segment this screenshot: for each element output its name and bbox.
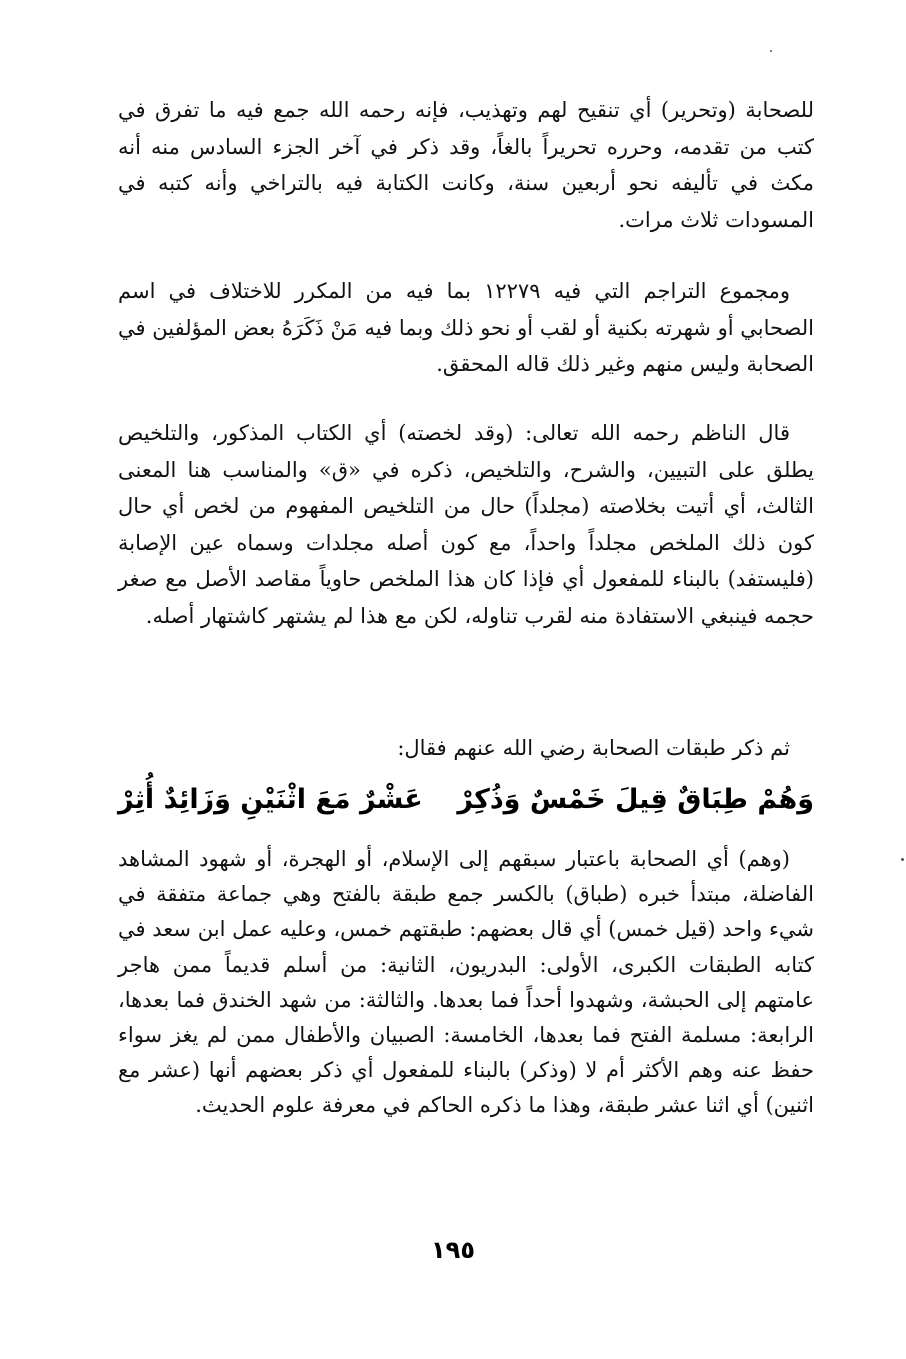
verse-second-hemistich: عَشْرٌ مَعَ اثْنَيْنِ وَزَائِدٌ أُثِرْ bbox=[118, 784, 423, 815]
paragraph-companion-generations bbox=[118, 842, 814, 1124]
paragraph-summary-explanation bbox=[118, 415, 814, 634]
verse-first-hemistich: وَهُمْ طِبَاقٌ قِيلَ خَمْسٌ وَذُكِرْ bbox=[457, 784, 814, 815]
paragraph-verse-intro bbox=[118, 730, 814, 767]
scan-speck bbox=[770, 50, 772, 52]
paragraph-biography-count bbox=[118, 273, 814, 383]
paragraph-isaba-description bbox=[118, 92, 814, 238]
page-number: ١٩٥ bbox=[431, 1236, 475, 1264]
poem-verse bbox=[118, 778, 814, 822]
paragraph-text: ثم ذكر طبقات الصحابة رضي الله عنهم فقال: bbox=[397, 736, 790, 760]
scan-speck bbox=[901, 858, 904, 861]
paragraph-text: للصحابة (وتحرير) أي تنقيح لهم وتهذيب، فإنه رحمه الله جمع فيه ما تفرق في كتب من تقدمه، وحرره تحريراً بالغاً، وقد ذكر في آخر الجزء السادس منه أنه مكث في تأليفه نحو أربعين سنة، وكانت الكتابة فيه بالتراخي وأنه كتبه في المسودات ثلاث مرات. bbox=[118, 98, 814, 232]
paragraph-text: ومجموع التراجم التي فيه ١٢٢٧٩ بما فيه من المكرر للاختلاف في اسم الصحابي أو شهرته بكنية أو لقب أو نحو ذلك وبما فيه مَنْ ذَكَرَهُ بعض المؤلفين في الصحابة وليس منهم وغير ذلك قاله المحقق. bbox=[118, 279, 815, 376]
paragraph-text: قال الناظم رحمه الله تعالى: (وقد لخصته) أي الكتاب المذكور، والتلخيص يطلق على التبيين، والشرح، والتلخيص، ذكره في «ق» والمناسب هنا المعنى الثالث، أي أتيت بخلاصته (مجلداً) حال من التلخيص المفهوم من لخص أي حال كون ذلك الملخص مجلداً واحداً، مع كون أصله مجلدات وسماه عين الإصابة (فليستفد) بالبناء للمفعول أي فإذا كان هذا الملخص حاوياً مقاصد الأصل مع صغر حجمه فينبغي الاستفادة منه لقرب تناوله، لكن مع هذا لم يشتهر كاشتهار أصله. bbox=[118, 421, 814, 628]
paragraph-text: (وهم) أي الصحابة باعتبار سبقهم إلى الإسلام، أو الهجرة، أو شهود المشاهد الفاضلة، مبتدأ خبره (طباق) بالكسر جمع طبقة بالفتح وهي جماعة متفقة في شيء واحد (قيل خمس) أي قال بعضهم: طبقتهم خمس، وعليه عمل ابن سعد في كتابه الطبقات الكبرى، الأولى: البدريون، الثانية: من أسلم قديماً ممن هاجر عامتهم إلى الحبشة، وشهدوا أحداً فما بعدها. والثالثة: من شهد الخندق فما بعدها، الرابعة: مسلمة الفتح فما بعدها، الخامسة: الصبيان والأطفال ممن لم يغز سواء حفظ عنه وهم الأكثر أم لا (وذكر) بالبناء للمفعول أي ذكر بعضهم أنها (عشر مع اثنين) أي اثنا عشر طبقة، وهذا ما ذكره الحاكم في معرفة علوم الحديث. bbox=[118, 847, 814, 1118]
